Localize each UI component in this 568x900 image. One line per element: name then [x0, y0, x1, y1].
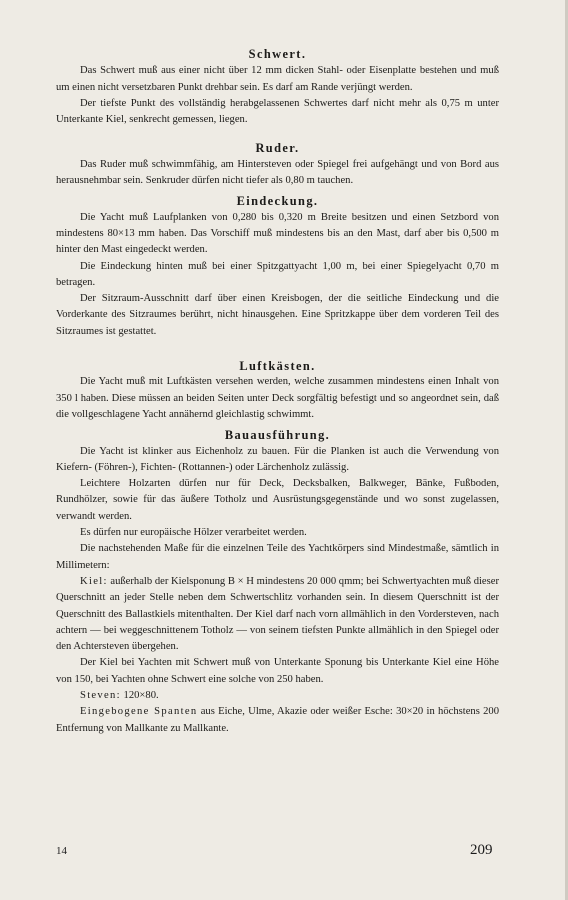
paragraph-bau-1: Die Yacht ist klinker aus Eichenholz zu bauen. Für die Planken ist auch die Verwendung von Kiefern- (Föhren-), Fichten- (Rottannen-) oder Lärchenholz zulässig. — [56, 445, 499, 473]
heading-bauausfuehrung: Bauausführung. — [224, 428, 331, 443]
page-number: 209 — [470, 842, 493, 858]
paragraph-luftkaesten-1: Die Yacht muß mit Luftkästen versehen werden, welche zusammen mindestens einen Inhalt von 350 l haben. Diese müssen an beiden Seiten unter Deck sorgfältig befestigt und so angeordnet sein, daß die vollgeschlagene Yacht annähernd gleichlastig schwimmt. — [56, 376, 499, 420]
paragraph-bau-3: Es dürfen nur europäische Hölzer verarbeitet werden. — [80, 527, 307, 539]
heading-schwert: Schwert. — [248, 47, 307, 61]
steven-label: Steven: — [80, 689, 121, 701]
paragraph-eindeckung-2: Die Eindeckung hinten muß bei einer Spitzgattyacht 1,00 m, bei einer Spiegelyacht 0,70 m betragen. — [56, 260, 499, 288]
paragraph-steven — [56, 688, 499, 704]
paragraph-kiel — [56, 574, 499, 655]
heading-eindeckung: Eindeckung. — [236, 194, 319, 209]
kiel-text: außerhalb der Kielsponung B × H mindestens 20 000 qmm; bei Schwertyachten muß dieser Querschnitt an jeder Stelle neben dem Schwertschlitz vorhanden sein. In diesem Querschnitt ist der Querschnitt des Ballastkiels mitenthalten. Der Kiel darf nach vorn allmählich in den Vordersteven, nach achtern — bei weggeschnittenem Totholz — von seinem tiefsten Punkte allmählich in den Spiegel oder den Achtersteven übergehen. — [56, 575, 499, 653]
spanten-text: aus Eiche, Ulme, Akazie oder weißer Esche: 30×20 in höchstens 200 Entfernung von Mallkante zu Mallkante. — [56, 706, 499, 734]
signature-mark: 14 — [56, 845, 67, 857]
paragraph-bau-4: Die nachstehenden Maße für die einzelnen Teile des Yachtkörpers sind Mindestmaße, sämtlich in Millimetern: — [56, 543, 499, 571]
paragraph-kiel-2: Der Kiel bei Yachten mit Schwert muß von Unterkante Sponung bis Unterkante Kiel eine Höhe von 150, bei Yachten ohne Schwert eine solche von 250 haben. — [56, 657, 499, 685]
kiel-label: Kiel: — [80, 575, 108, 587]
paragraph-eindeckung-3: Der Sitzraum-Ausschnitt darf über einen Kreisbogen, der die seitliche Eindeckung und die Vorderkante des Sitzraumes berührt, nicht hinausgehen. Eine Spritzkappe über dem vorderen Teil des Sitzraumes ist gestattet. — [56, 293, 499, 337]
paragraph-schwert-1: Das Schwert muß aus einer nicht über 12 mm dicken Stahl- oder Eisenplatte bestehen und muß um einen nicht versetzbaren Punkt drehbar sein. Es darf am Rande verjüngt werden. — [56, 65, 499, 93]
paragraph-schwert-2: Der tiefste Punkt des vollständig herabgelassenen Schwertes darf nicht mehr als 0,75 m unter Unterkante Kiel, senkrecht gemessen, liegen. — [56, 97, 499, 126]
paragraph-bau-2: Leichtere Holzarten dürfen nur für Deck, Decksbalken, Balkweger, Bänke, Fußboden, Rundhölzer, sowie für das äußere Totholz und Ausrüstungsgegenstände und wo sonst zugelassen, verwandt werden. — [56, 478, 499, 522]
page-content — [56, 46, 499, 737]
steven-text: 120×80. — [120, 689, 159, 701]
paragraph-eindeckung-1: Die Yacht muß Laufplanken von 0,280 bis 0,320 m Breite besitzen und einen Setzbord von mindestens 80×13 mm haben. Das Vorschiff muß mindestens bis an den Mast, darf aber bis 0,500 m hinter den Mast eingedeckt werden. — [56, 211, 499, 256]
paragraph-ruder-1: Das Ruder muß schwimmfähig, am Hintersteven oder Spiegel frei aufgehängt und von Bord aus herausnehmbar sein. Senkruder dürfen nicht tiefer als 0,80 m tauchen. — [56, 158, 499, 187]
paragraph-spanten — [56, 704, 499, 737]
heading-luftkaesten: Luftkästen. — [239, 359, 316, 374]
spanten-label: Eingebogene Spanten — [80, 706, 198, 718]
heading-ruder: Ruder. — [255, 141, 300, 156]
